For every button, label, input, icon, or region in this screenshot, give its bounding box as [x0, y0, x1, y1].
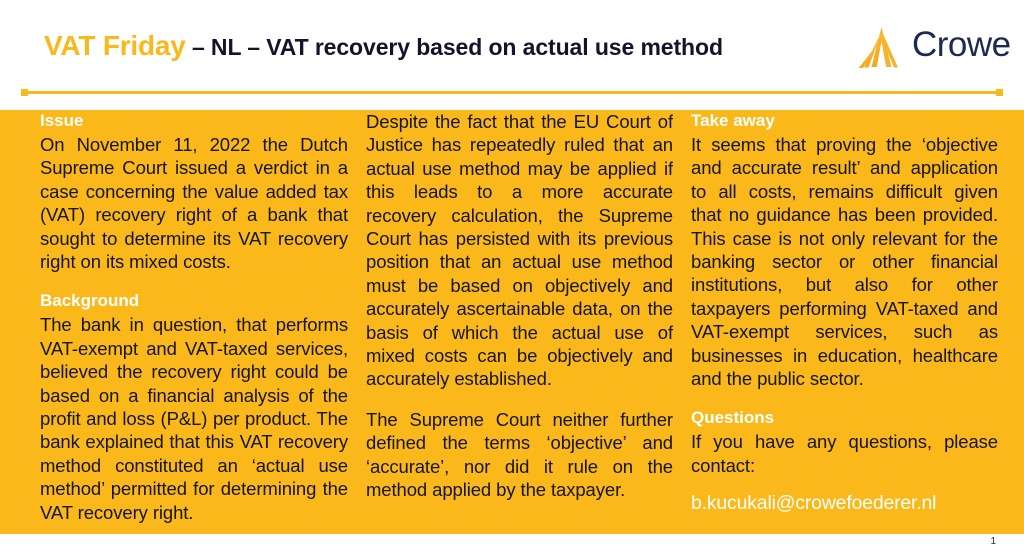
content-panel: [0, 110, 1024, 534]
header-divider: [22, 91, 1002, 94]
background-paragraph: The bank in question, that performs VAT-exempt and VAT-taxed services, believed the recovery right could be based on a financial analysis of the profit and loss (P&L) per product. The bank explained that this VAT recovery method constituted an ‘actual use method’ permitted for determining the VAT recovery right.: [40, 314, 348, 523]
take-away-paragraph: It seems that proving the ‘objective and accurate result’ and application to all costs, remains difficult given that no guidance has been provided. This case is not only relevant for the banking sector or other financial institutions, but also for other taxpayers performing VAT-taxed and VAT-exempt services, such as businesses in education, healthcare and the public sector.: [691, 134, 998, 390]
title-brand: VAT Friday: [44, 30, 186, 61]
column-left: [40, 110, 348, 534]
questions-paragraph: If you have any questions, please contact:: [691, 431, 998, 476]
page-header: [0, 0, 1024, 95]
crowe-wordmark: Crowe: [912, 25, 1011, 64]
heading-questions: Questions: [691, 408, 775, 428]
page-number: 1: [990, 536, 996, 547]
crowe-logo: [858, 24, 1011, 72]
contact-email-link[interactable]: b.kucukali@crowefoederer.nl: [691, 492, 937, 515]
heading-background: Background: [40, 291, 140, 311]
middle-paragraph-2: The Supreme Court neither further defined the terms ‘objective’ and ‘accurate’, nor did it rule on the method applied by the taxpayer.: [366, 408, 673, 501]
heading-issue: Issue: [40, 111, 84, 130]
column-middle: [366, 110, 673, 534]
title-subtitle: – NL – VAT recovery based on actual use method: [185, 34, 723, 60]
column-right: [691, 110, 998, 534]
crowe-arrow-icon: [858, 26, 904, 70]
middle-paragraph-1: Despite the fact that the EU Court of Justice has repeatedly ruled that an actual use method may be applied if this leads to a more accurate recovery calculation, the Supreme Court has persisted with its previous position that an actual use method must be based on objectively and accurately ascertainable data, on the basis of which the actual use of mixed costs can be objectively and accurately established.: [366, 111, 673, 390]
issue-paragraph: On November 11, 2022 the Dutch Supreme Court issued a verdict in a case concerning the value added tax (VAT) recovery right of a bank that sought to determine its VAT recovery right on its mixed costs.: [40, 134, 348, 273]
page-title: [44, 30, 723, 62]
heading-take-away: Take away: [691, 111, 775, 130]
